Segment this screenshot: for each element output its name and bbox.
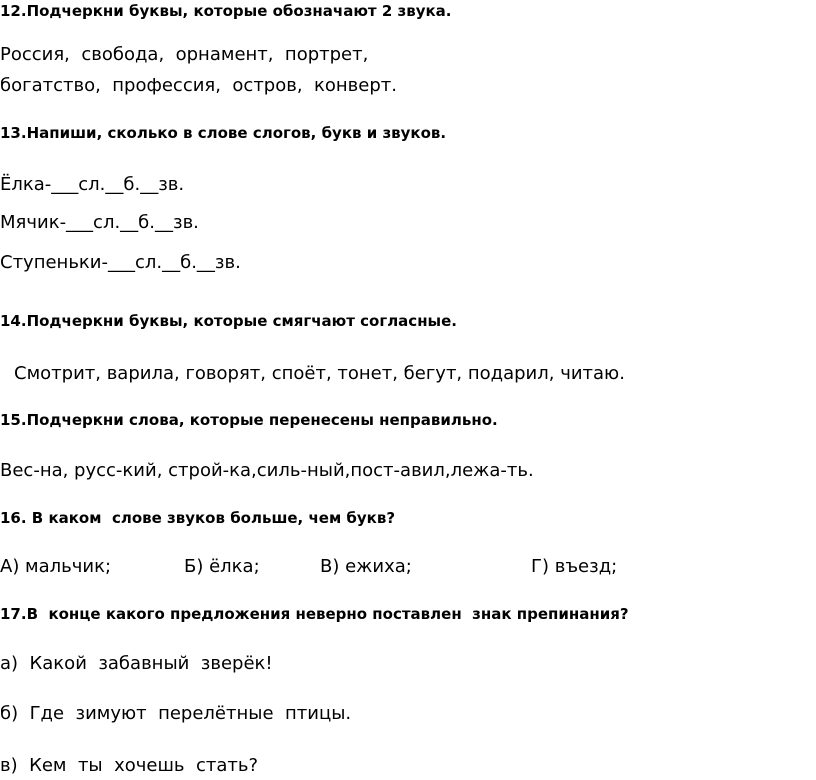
task-16-option-b: Б) ёлка; xyxy=(184,556,260,577)
task-16-option-a: А) мальчик; xyxy=(0,556,112,577)
task-17-option-a: а) Какой забавный зверёк! xyxy=(0,653,273,674)
task-13-line-1: Ёлка-___сл.__б.__зв. xyxy=(0,174,185,195)
task-12-heading: 12.Подчеркни буквы, которые обозначают 2 звука. xyxy=(0,2,452,20)
task-13-line-3: Ступеньки-___сл.__б.__зв. xyxy=(0,252,241,273)
task-12-words-line-2: богатство, профессия, остров, конверт. xyxy=(0,75,397,96)
task-17-heading: 17.В конце какого предложения неверно поставлен знак препинания? xyxy=(0,605,629,623)
task-13-line-2: Мячик-___сл.__б.__зв. xyxy=(0,212,199,233)
task-16-heading: 16. В каком слове звуков больше, чем букв? xyxy=(0,509,396,527)
task-17-option-c: в) Кем ты хочешь стать? xyxy=(0,755,259,776)
task-14-heading: 14.Подчеркни буквы, которые смягчают согласные. xyxy=(0,312,457,330)
task-13-heading: 13.Напиши, сколько в слове слогов, букв и звуков. xyxy=(0,124,447,142)
task-14-words: Смотрит, варила, говорят, споёт, тонет, бегут, подарил, читаю. xyxy=(14,363,625,384)
task-15-heading: 15.Подчеркни слова, которые перенесены неправильно. xyxy=(0,411,498,429)
task-16-option-d: Г) въезд; xyxy=(531,556,618,577)
task-15-words: Вес-на, русс-кий, строй-ка,силь-ный,пост-авил,лежа-ть. xyxy=(0,460,534,481)
task-12-words-line-1: Россия, свобода, орнамент, портрет, xyxy=(0,44,369,65)
task-16-option-c: В) ежиха; xyxy=(320,556,412,577)
task-17-option-b: б) Где зимуют перелётные птицы. xyxy=(0,703,352,724)
